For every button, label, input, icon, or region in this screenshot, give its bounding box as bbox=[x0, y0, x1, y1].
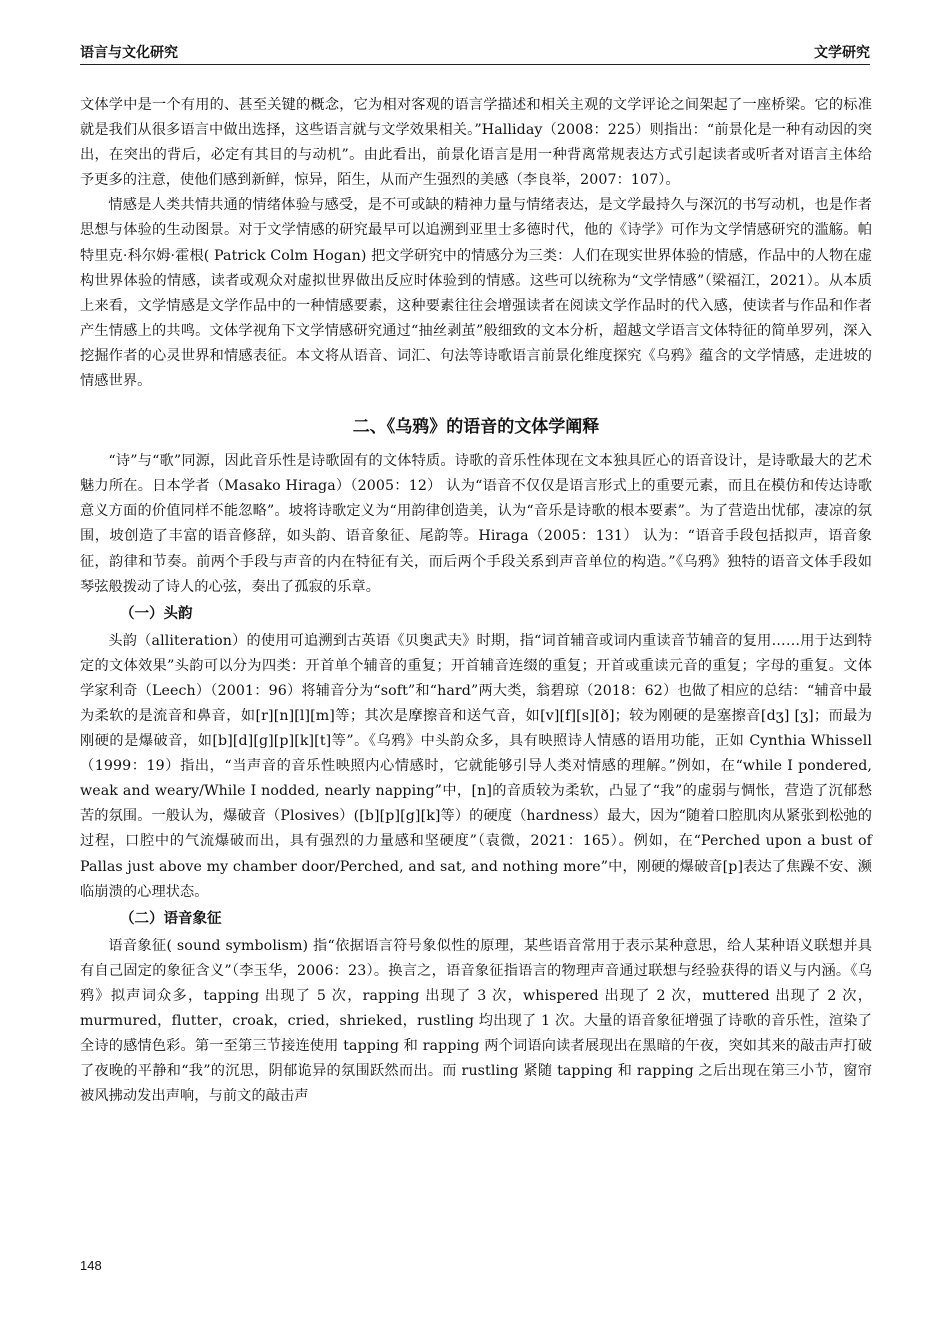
section-name: 文学研究 bbox=[814, 45, 870, 61]
subsection-heading-alliteration: （一）头韵 bbox=[120, 605, 193, 622]
article-body bbox=[80, 93, 872, 1109]
section-heading: 二、《乌鸦》的语音的文体学阐释 bbox=[352, 417, 600, 438]
paragraph-sound-symbolism: 语音象征( sound symbolism) 指“依据语言符号象似性的原理，某些语音常用于表示某种意思，给人某种语义联想并具有自己固定的象征含义”（李玉华，2006：23）。换言之，语音象征指语言的物理声音通过联想与经验获得的语义与内涵。《乌鸦》拟声词众多，tapping 出现了 5 次，rapping 出现了 3 次，whispered 出现了 2 次，muttered 出现了 2 次，murmured，flutter，croak，cried，shrieked，rustling 均出现了 1 次。大量的语音象征增强了诗歌的音乐性，渲染了全诗的感情色彩。第一至第三节接连使用 tapping 和 rapping 两个词语向读者展现出在黑暗的午夜，突如其来的敲击声打破了夜晚的平静和“我”的沉思，阴郁诡异的氛围跃然而出。而 rustling 紧随 tapping 和 rapping 之后出现在第三小节，窗帘被风拂动发出声响，与前文的敲击声 bbox=[80, 937, 872, 1105]
paragraph-continued: 文体学中是一个有用的、甚至关键的概念，它为相对客观的语言学描述和相关主观的文学评论之间架起了一座桥梁。它的标准就是我们从很多语言中做出选择，这些语言就与文学效果相关。”Halliday（2008：225）则指出：“前景化是一种有动因的突出，在突出的背后，必定有其目的与动机”。由此看出，前景化语言是用一种背离常规表达方式引起读者或听者对语言主体给予更多的注意，使他们感到新鲜，惊异，陌生，从而产生强烈的美感（李良举，2007：107）。 bbox=[80, 97, 872, 189]
paragraph-alliteration: 头韵（alliteration）的使用可追溯到古英语《贝奥武夫》时期，指“词首辅音或词内重读音节辅音的复用……用于达到特定的文体效果”头韵可以分为四类：开首单个辅音的重复；开首辅音连缀的重复；开首或重读元音的重复；字母的重复。文体学家利奇（Leech）（2001：96）将辅音分为“soft”和“hard”两大类，翁碧琼（2018：62）也做了相应的总结：“辅音中最为柔软的是流音和鼻音，如[r][n][l][m]等；其次是摩擦音和送气音，如[v][f][s][ð]；较为刚硬的是塞擦音[dʒ] [ʒ]；而最为刚硬的是爆破音，如[b][d][g][p][k][t]等”。《乌鸦》中头韵众多，具有映照诗人情感的语用功能，正如 Cynthia Whissell（1999：19）指出，“当声音的音乐性映照内心情感时，它就能够引导人类对情感的理解。”例如，在“while I pondered, weak and weary/While I nodded, nearly napping”中，[n]的音质较为柔软，凸显了“我”的虚弱与惆怅，营造了沉郁愁苦的氛围。一般认为，爆破音（Plosives）([b][p][g][k]等）的硬度（hardness）最大，因为“随着口腔肌肉从紧张到松弛的过程，口腔中的气流爆破而出，具有强烈的力量感和坚硬度”（袁微，2021：165）。例如，在“Perched upon a bust of Pallas just above my chamber door/Perched, and sat, and nothing more”中，刚硬的爆破音[p]表达了焦躁不安、濒临崩溃的心理状态。 bbox=[80, 632, 872, 900]
paragraph-emotion: 情感是人类共情共通的情绪体验与感受，是不可或缺的精神力量与情绪表达，是文学最持久与深沉的书写动机，也是作者思想与体验的生动图景。对于文学情感的研究最早可以追溯到亚里士多德时代，他的《诗学》可作为文学情感研究的滥觞。帕特里克·科尔姆·霍根( Patrick Colm Hogan) 把文学研究中的情感分为三类：人们在现实世界体验的情感，作品中的人物在虚构世界体验的情感，读者或观众对虚拟世界做出反应时体验到的情感。这些可以统称为“文学情感”（梁福江，2021）。从本质上来看，文学情感是文学作品中的一种情感要素，这种要素往往会增强读者在阅读文学作品时的代入感，使读者与作品和作者产生情感上的共鸣。文体学视角下文学情感研究通过“抽丝剥茧”般细致的文本分析，超越文学语言文体特征的简单罗列，深入挖掘作者的心灵世界和情感表征。本文将从语音、词汇、句法等诗歌语言前景化维度探究《乌鸦》蕴含的文学情感，走进坡的情感世界。 bbox=[80, 197, 872, 390]
page-number: 148 bbox=[80, 1258, 102, 1273]
subsection-heading-sound-symbolism: （二）语音象征 bbox=[120, 910, 222, 927]
paragraph-music: “诗”与“歌”同源，因此音乐性是诗歌固有的文体特质。诗歌的音乐性体现在文本独具匠心的语音设计，是诗歌最大的艺术魅力所在。日本学者（Masako Hiraga）（2005：12） 认为“语音不仅仅是语言形式上的重要元素，而且在模仿和传达诗歌意义方面的价值同样不能忽略”。坡将诗歌定义为“用韵律创造美，认为“音乐是诗歌的根本要素”。为了营造出忧郁，凄凉的氛围，坡创造了丰富的语音修辞，如头韵、语音象征、尾韵等。Hiraga（2005：131） 认为：“语音手段包括拟声，语音象征，韵律和节奏。前两个手段与声音的内在特征有关，而后两个手段关系到声音单位的构造。”《乌鸦》独特的语音文体手段如琴弦般拨动了诗人的心弦，奏出了孤寂的乐章。 bbox=[80, 453, 872, 595]
journal-name: 语言与文化研究 bbox=[80, 45, 178, 61]
running-header bbox=[80, 40, 870, 65]
